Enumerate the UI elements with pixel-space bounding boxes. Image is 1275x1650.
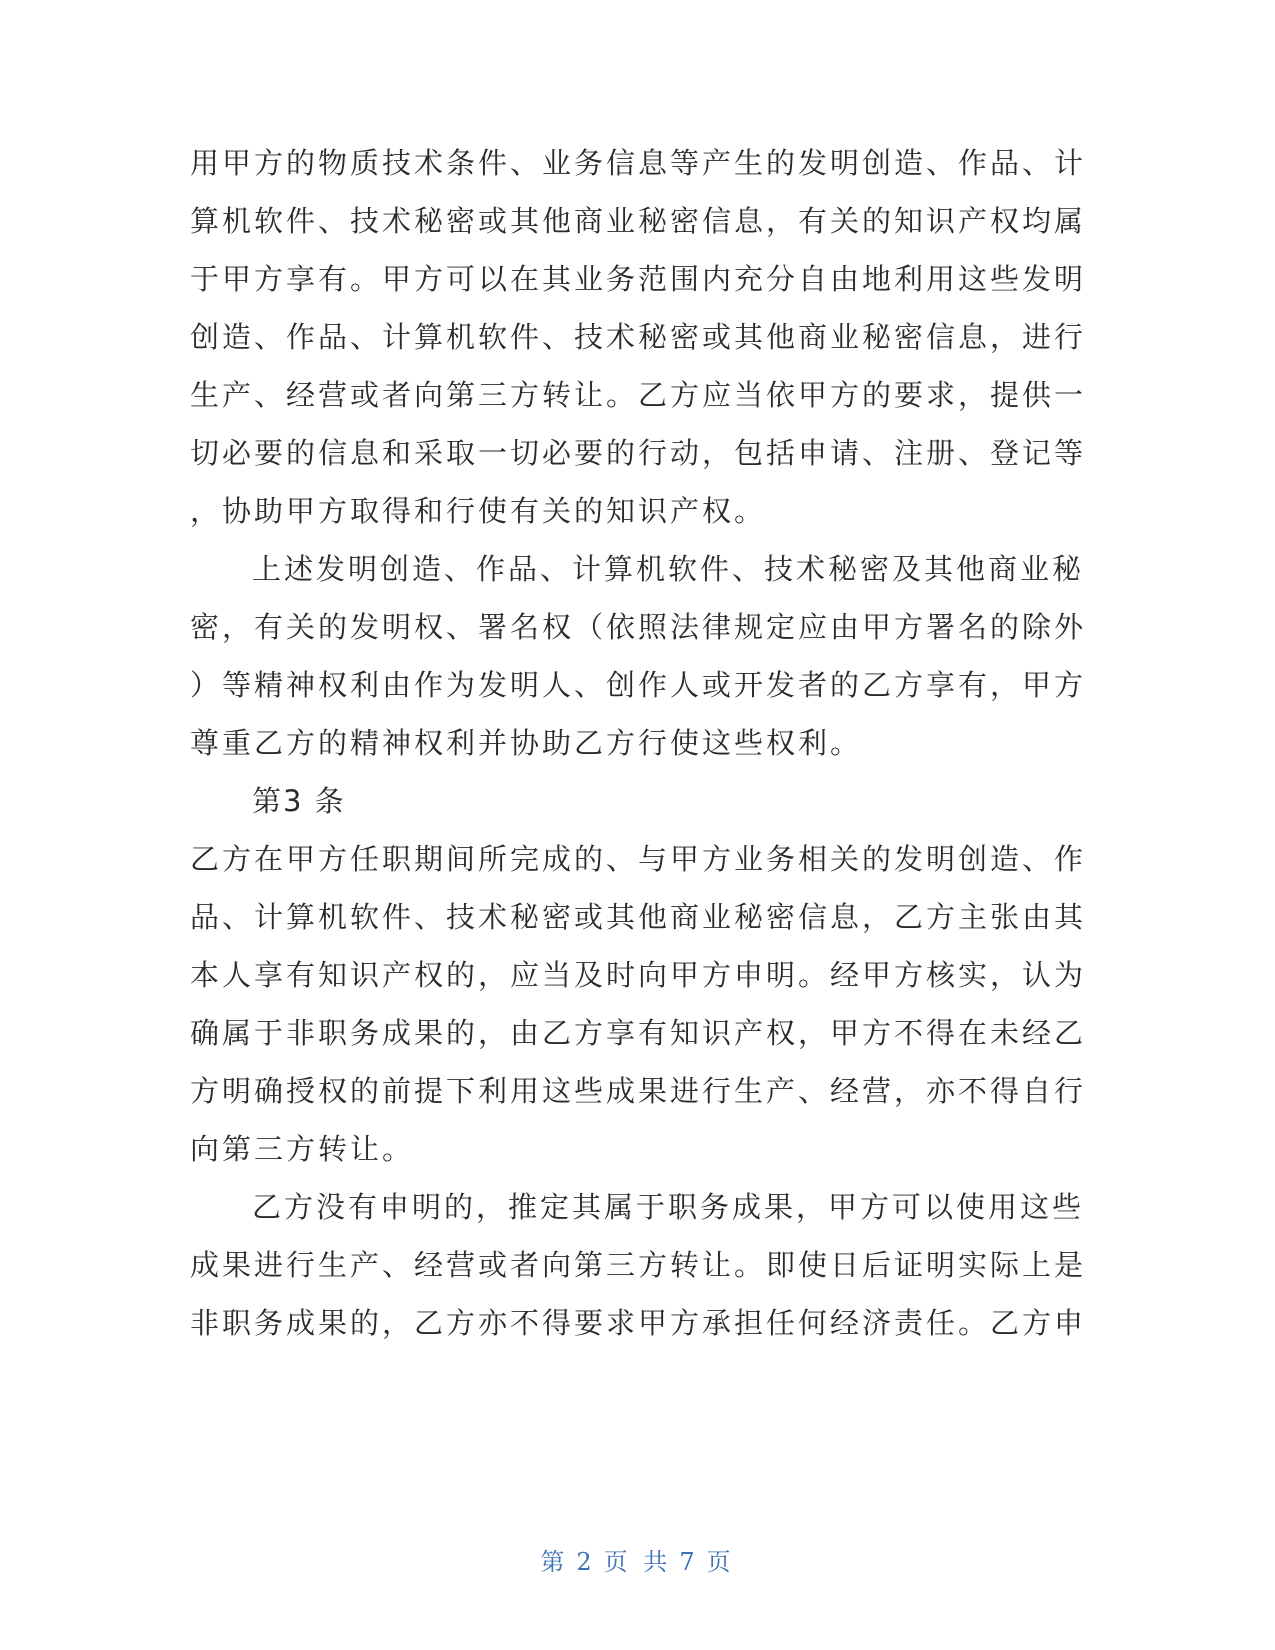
text-line: 创造、作品、计算机软件、技术秘密或其他商业秘密信息，进行 [190, 320, 1087, 354]
text-line: 成果进行生产、经营或者向第三方转让。即使日后证明实际上是 [190, 1248, 1087, 1282]
text-line: 切必要的信息和采取一切必要的行动，包括申请、注册、登记等 [190, 436, 1087, 470]
paragraph-first-line: 上述发明创造、作品、计算机软件、技术秘密及其他商业秘 [252, 552, 1085, 586]
text-line: 本人享有知识产权的，应当及时向甲方申明。经甲方核实，认为 [190, 958, 1087, 992]
footer-total-pages: 7 [679, 1548, 699, 1576]
article-heading: 第3 条 [252, 784, 346, 818]
footer-prefix: 第 [540, 1548, 569, 1576]
footer-page-number: 2 [576, 1548, 596, 1576]
text-line: 确属于非职务成果的，由乙方享有知识产权，甲方不得在未经乙 [190, 1016, 1087, 1050]
text-line: 尊重乙方的精神权利并协助乙方行使这些权利。 [190, 726, 863, 760]
text-line: ，协助甲方取得和行使有关的知识产权。 [190, 494, 767, 528]
text-line: 非职务成果的，乙方亦不得要求甲方承担任何经济责任。乙方申 [190, 1306, 1087, 1340]
text-line: 品、计算机软件、技术秘密或其他商业秘密信息，乙方主张由其 [190, 900, 1087, 934]
paragraph-first-line: 乙方没有申明的，推定其属于职务成果，甲方可以使用这些 [252, 1190, 1085, 1224]
text-line: 密，有关的发明权、署名权（依照法律规定应由甲方署名的除外 [190, 610, 1087, 644]
footer-middle: 页 共 [603, 1548, 672, 1576]
text-line: 用甲方的物质技术条件、业务信息等产生的发明创造、作品、计 [190, 146, 1087, 180]
text-line: 方明确授权的前提下利用这些成果进行生产、经营，亦不得自行 [190, 1074, 1087, 1108]
text-line: ）等精神权利由作为发明人、创作人或开发者的乙方享有，甲方 [190, 668, 1087, 702]
text-line: 算机软件、技术秘密或其他商业秘密信息，有关的知识产权均属 [190, 204, 1087, 238]
text-line: 向第三方转让。 [190, 1132, 415, 1166]
footer-suffix: 页 [706, 1548, 735, 1576]
text-line: 于甲方享有。甲方可以在其业务范围内充分自由地利用这些发明 [190, 262, 1087, 296]
text-line: 乙方在甲方任职期间所完成的、与甲方业务相关的发明创造、作 [190, 842, 1087, 876]
page-footer [0, 1542, 1275, 1577]
text-line: 生产、经营或者向第三方转让。乙方应当依甲方的要求，提供一 [190, 378, 1087, 412]
